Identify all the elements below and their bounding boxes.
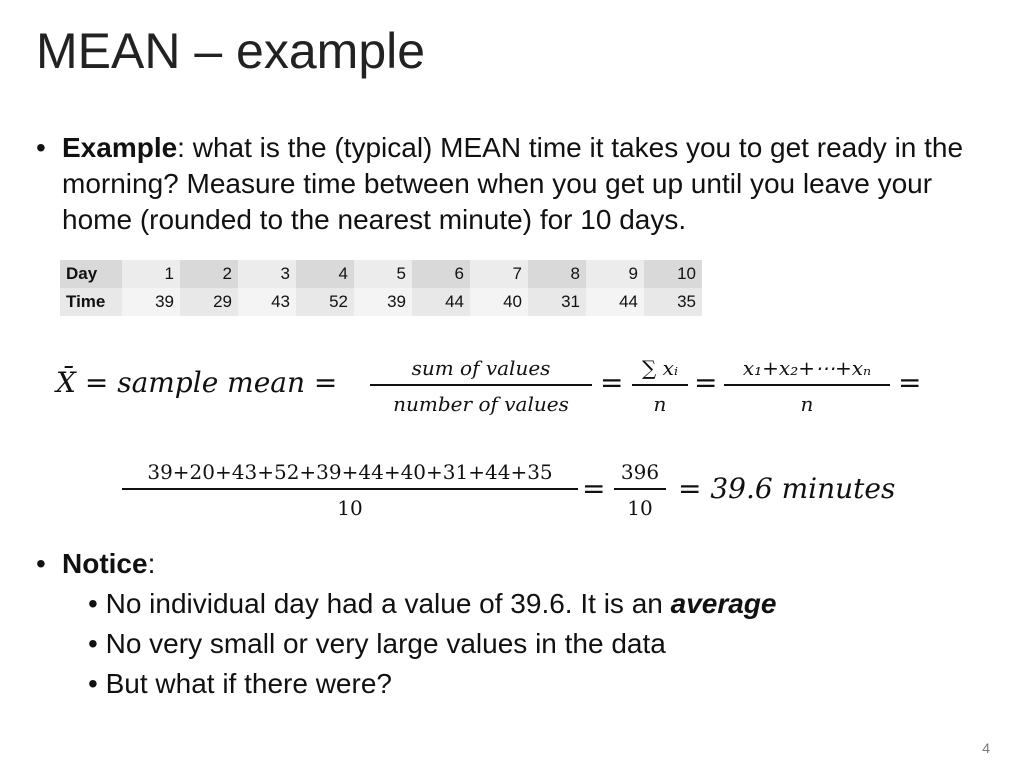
fraction-sum-over-count — [370, 356, 592, 416]
day-cell: 2 — [180, 260, 238, 288]
day-cell: 8 — [528, 260, 586, 288]
time-cell: 44 — [412, 288, 470, 316]
day-cell: 1 — [122, 260, 180, 288]
notice-bullet — [36, 545, 155, 583]
fraction-numerator: 396 — [614, 460, 666, 490]
slide-title: MEAN – example — [36, 23, 426, 79]
time-cell: 35 — [644, 288, 702, 316]
mean-definition-lhs: X̄ = sample mean = — [56, 366, 338, 399]
fraction-numerator: x₁+x₂+⋯+xₙ — [724, 356, 890, 386]
table-row-time — [60, 288, 702, 316]
equals-sign: = — [600, 366, 624, 399]
example-label: Example — [62, 132, 178, 163]
fraction-denominator: n — [800, 392, 814, 416]
time-cell: 43 — [238, 288, 296, 316]
fraction-denominator: number of values — [393, 392, 569, 416]
sub-bullet-dot: • — [88, 628, 106, 659]
notice-subitem-text: No individual day had a value of 39.6. It is an — [105, 588, 671, 619]
fraction-numerator: ∑ xᵢ — [632, 356, 688, 386]
fraction-denominator: 10 — [627, 496, 653, 520]
bullet-dot: • — [36, 548, 46, 579]
notice-subitem-emphasis: average — [670, 588, 777, 619]
fraction-numerator: sum of values — [370, 356, 592, 386]
page-number: 4 — [982, 740, 990, 756]
notice-subitem — [88, 588, 777, 620]
time-cell: 44 — [586, 288, 644, 316]
time-cell: 40 — [470, 288, 528, 316]
notice-label: Notice — [62, 548, 148, 579]
example-bullet — [36, 130, 996, 238]
sub-bullet-dot: • — [88, 668, 106, 699]
equals-sign: = — [694, 366, 718, 399]
time-cell: 31 — [528, 288, 586, 316]
fraction-total — [614, 460, 666, 520]
notice-subitem — [88, 628, 666, 660]
row-label-time: Time — [60, 288, 122, 316]
mean-result: = 39.6 minutes — [678, 472, 896, 505]
notice-colon: : — [147, 548, 156, 579]
time-cell: 39 — [122, 288, 180, 316]
time-cell: 52 — [296, 288, 354, 316]
day-cell: 10 — [644, 260, 702, 288]
fraction-sigma-over-n — [632, 356, 688, 416]
time-cell: 39 — [354, 288, 412, 316]
sub-bullet-dot: • — [88, 588, 106, 619]
day-cell: 7 — [470, 260, 528, 288]
day-cell: 9 — [586, 260, 644, 288]
time-cell: 29 — [180, 288, 238, 316]
fraction-denominator: n — [653, 392, 667, 416]
day-cell: 4 — [296, 260, 354, 288]
row-label-day: Day — [60, 260, 122, 288]
notice-subitem-text: But what if there were? — [105, 668, 392, 699]
bullet-dot: • — [36, 132, 46, 163]
example-body: : what is the (typical) MEAN time it takes you to get ready in the morning? Measure time between when you get up until you leave your home (rounded to the nearest minute) for 10 days. — [62, 132, 964, 235]
fraction-numerator: 39+20+43+52+39+44+40+31+44+35 — [122, 460, 578, 490]
notice-subitem-text: No very small or very large values in the data — [105, 628, 666, 659]
equals-sign: = — [582, 472, 606, 505]
day-cell: 5 — [354, 260, 412, 288]
example-text — [62, 130, 996, 238]
data-table — [60, 260, 702, 316]
fraction-expanded-sum — [724, 356, 890, 416]
fraction-data-sum — [122, 460, 578, 520]
equals-sign: = — [898, 366, 922, 399]
table-row-day — [60, 260, 702, 288]
day-cell: 3 — [238, 260, 296, 288]
notice-subitem — [88, 668, 392, 700]
fraction-denominator: 10 — [337, 496, 363, 520]
day-cell: 6 — [412, 260, 470, 288]
